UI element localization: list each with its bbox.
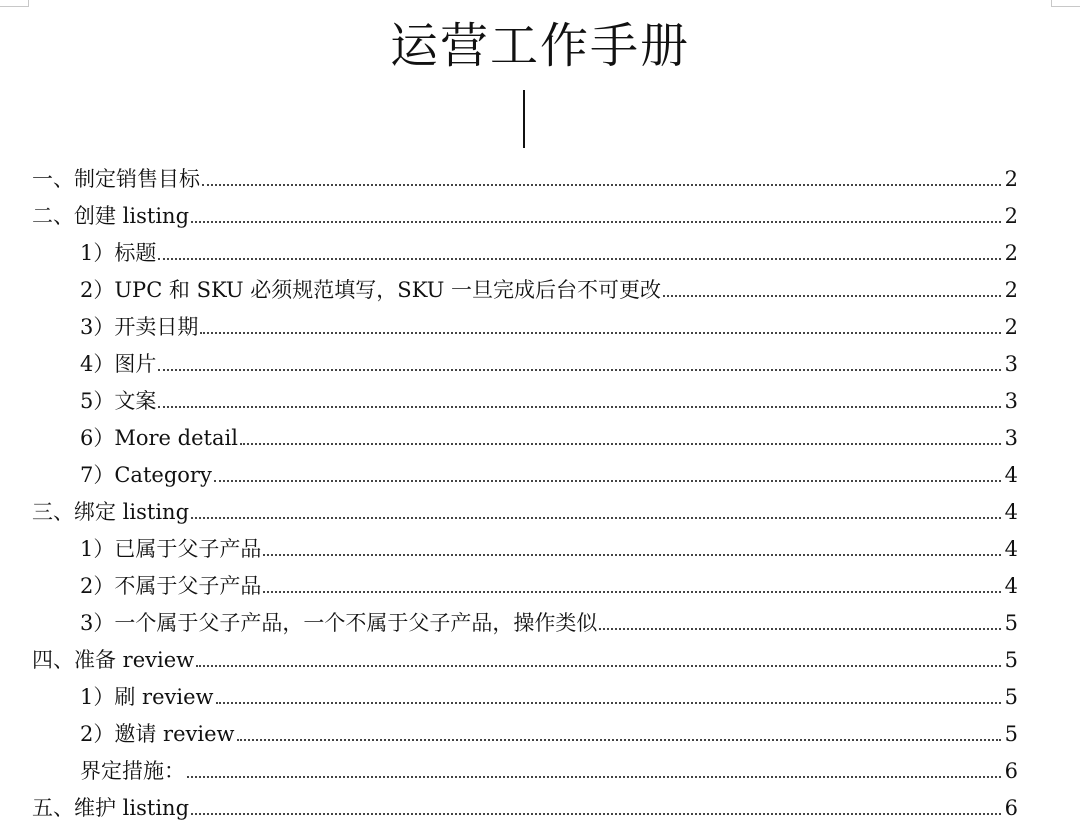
toc-entry-text[interactable]: 一、制定销售目标 (32, 167, 200, 191)
toc-entry-text[interactable]: 二、创建 listing (32, 204, 190, 228)
page-corner-mark-left (0, 0, 29, 7)
toc-page-number[interactable]: 4 (1004, 537, 1018, 561)
toc-page-number[interactable]: 5 (1004, 611, 1018, 635)
toc-entry-text[interactable]: 界定措施： (80, 759, 185, 783)
toc-dot-leader (200, 332, 1001, 334)
document-title[interactable]: 运营工作手册 (389, 18, 690, 74)
toc-entry[interactable] (0, 750, 1080, 787)
toc-entry-text[interactable]: 三、绑定 listing (32, 500, 190, 524)
text-cursor (523, 90, 525, 148)
toc-page-number[interactable]: 2 (1004, 204, 1018, 228)
toc-entry-text[interactable]: 2）UPC 和 SKU 必须规范填写，SKU 一旦完成后台不可更改 (80, 278, 662, 302)
toc-page-number[interactable]: 3 (1004, 389, 1018, 413)
table-of-contents (0, 158, 1080, 824)
toc-entry-text[interactable]: 1）已属于父子产品 (80, 537, 262, 561)
toc-dot-leader (202, 184, 1001, 186)
toc-dot-leader (158, 258, 1001, 260)
toc-dot-leader (263, 554, 1001, 556)
toc-dot-leader (158, 369, 1001, 371)
toc-entry[interactable] (0, 639, 1080, 676)
toc-entry[interactable] (0, 602, 1080, 639)
toc-dot-leader (599, 628, 1001, 630)
toc-entry[interactable] (0, 232, 1080, 269)
toc-page-number[interactable]: 2 (1004, 241, 1018, 265)
toc-entry-text[interactable]: 2）邀请 review (80, 722, 235, 746)
toc-page-number[interactable]: 6 (1004, 759, 1018, 783)
toc-entry-text[interactable]: 1）标题 (80, 241, 157, 265)
toc-page-number[interactable]: 4 (1004, 463, 1018, 487)
toc-entry[interactable] (0, 787, 1080, 824)
toc-entry-text[interactable]: 1）刷 review (80, 685, 214, 709)
toc-entry[interactable] (0, 380, 1080, 417)
toc-entry[interactable] (0, 343, 1080, 380)
toc-dot-leader (216, 702, 1002, 704)
toc-entry[interactable] (0, 306, 1080, 343)
toc-entry[interactable] (0, 195, 1080, 232)
toc-entry-text[interactable]: 3）一个属于父子产品，一个不属于父子产品，操作类似 (80, 611, 598, 635)
toc-dot-leader (191, 517, 1001, 519)
toc-page-number[interactable]: 2 (1004, 167, 1018, 191)
toc-page-number[interactable]: 4 (1004, 500, 1018, 524)
toc-page-number[interactable]: 5 (1004, 722, 1018, 746)
toc-entry[interactable] (0, 528, 1080, 565)
toc-entry[interactable] (0, 565, 1080, 602)
toc-dot-leader (237, 739, 1002, 741)
toc-entry[interactable] (0, 713, 1080, 750)
toc-entry-text[interactable]: 6）More detail (80, 426, 238, 450)
toc-entry-text[interactable]: 3）开卖日期 (80, 315, 199, 339)
toc-entry[interactable] (0, 454, 1080, 491)
toc-entry-text[interactable]: 7）Category (80, 463, 212, 487)
toc-entry[interactable] (0, 269, 1080, 306)
toc-entry[interactable] (0, 417, 1080, 454)
toc-dot-leader (214, 480, 1001, 482)
toc-dot-leader (158, 406, 1001, 408)
toc-page-number[interactable]: 2 (1004, 315, 1018, 339)
toc-entry-text[interactable]: 五、维护 listing (32, 796, 190, 820)
toc-entry-text[interactable]: 5）文案 (80, 389, 157, 413)
toc-dot-leader (187, 776, 1001, 778)
toc-page-number[interactable]: 2 (1004, 278, 1018, 302)
toc-dot-leader (191, 813, 1001, 815)
toc-entry[interactable] (0, 491, 1080, 528)
toc-page-number[interactable]: 3 (1004, 352, 1018, 376)
toc-page-number[interactable]: 4 (1004, 574, 1018, 598)
toc-page-number[interactable]: 5 (1004, 648, 1018, 672)
page-corner-mark-right (1051, 0, 1080, 7)
toc-dot-leader (240, 443, 1001, 445)
toc-page-number[interactable]: 3 (1004, 426, 1018, 450)
toc-dot-leader (263, 591, 1001, 593)
toc-page-number[interactable]: 5 (1004, 685, 1018, 709)
toc-dot-leader (191, 221, 1001, 223)
toc-entry-text[interactable]: 4）图片 (80, 352, 157, 376)
toc-entry[interactable] (0, 676, 1080, 713)
toc-dot-leader (663, 295, 1001, 297)
toc-page-number[interactable]: 6 (1004, 796, 1018, 820)
toc-entry[interactable] (0, 158, 1080, 195)
toc-entry-text[interactable]: 四、准备 review (32, 648, 195, 672)
toc-entry-text[interactable]: 2）不属于父子产品 (80, 574, 262, 598)
toc-dot-leader (196, 665, 1001, 667)
